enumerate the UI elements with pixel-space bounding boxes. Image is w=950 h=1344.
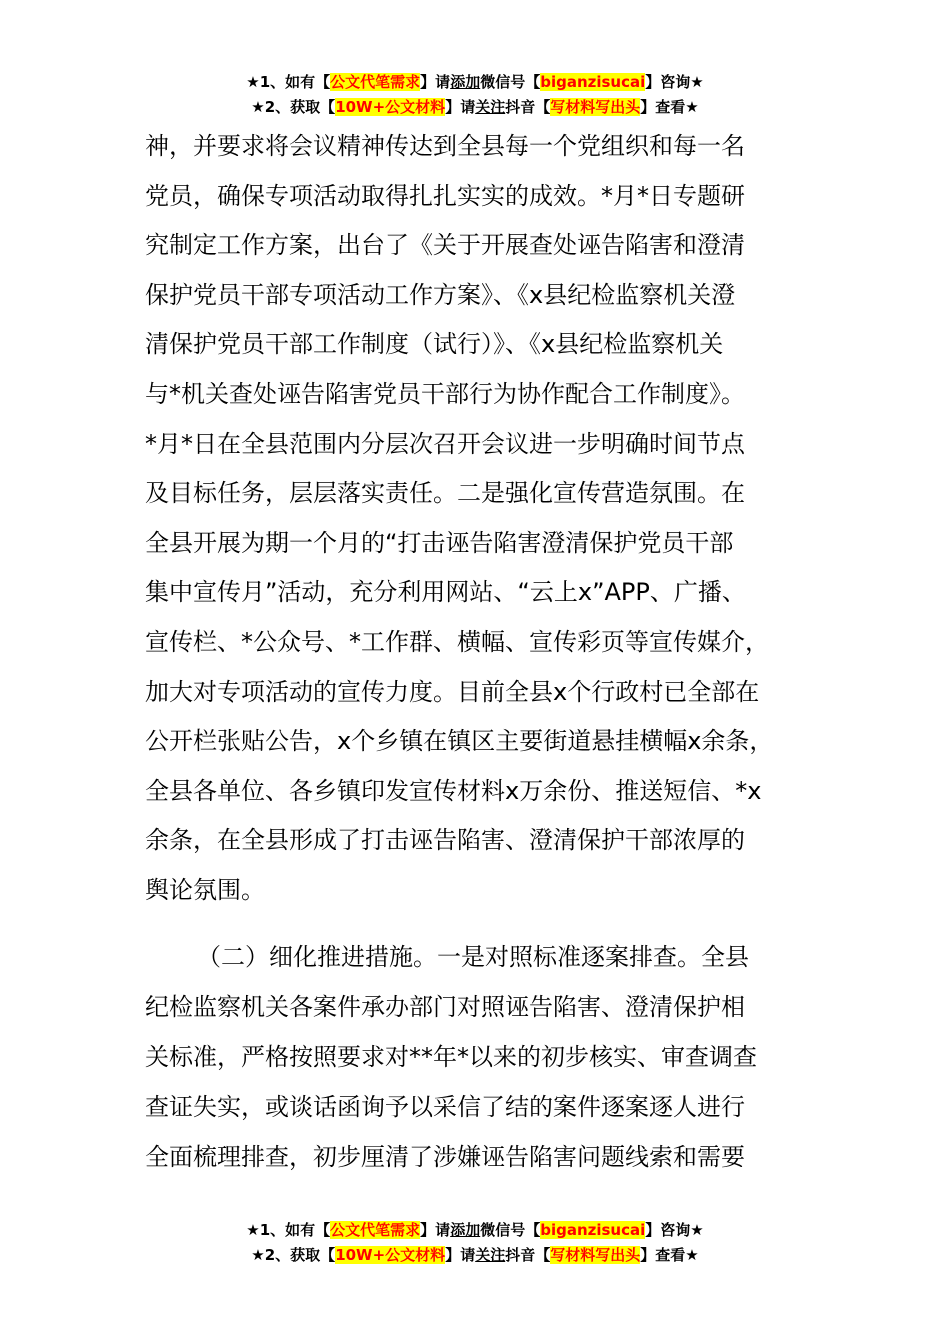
text-line: 神，并要求将会议精神传达到全县每一个党组织和每一名 [145, 132, 745, 160]
banner-underlined-text: 添加 [450, 1221, 481, 1239]
text-line: 关标准，严格按照要求对**年*以来的初步核实、审查调查 [145, 1043, 757, 1071]
text-line: 舆论氛围。 [145, 875, 265, 904]
banner-underlined-text: 添加 [450, 73, 481, 91]
text-line: 宣传栏、*公众号、*工作群、横幅、宣传彩页等宣传媒介， [145, 627, 769, 656]
text-line: 全县开展为期一个月的“打击诬告陷害澄清保护党员干部 [145, 528, 734, 557]
text-line: 究制定工作方案，出台了《关于开展查处诬告陷害和澄清 [145, 231, 745, 260]
text-line: 余条，在全县形成了打击诬告陷害、澄清保护干部浓厚的 [145, 826, 745, 855]
text-line: 及目标任务，层层落实责任。二是强化宣传营造氛围。在 [145, 479, 745, 508]
banner-text: 微信号【 [480, 1221, 541, 1239]
text-line: 全面梳理排查，初步厘清了涉嫌诬告陷害问题线索和需要 [145, 1143, 745, 1171]
banner-text: 】请 [445, 98, 476, 116]
banner-highlight: 10W+公文材料 [335, 98, 446, 116]
text-line: 公开栏张贴公告，x个乡镇在镇区主要街道悬挂横幅x余条， [145, 727, 774, 756]
banner-text: 抖音【 [505, 1246, 551, 1264]
text-line: 党员，确保专项活动取得扎扎实实的成效。*月*日专题研 [145, 181, 745, 210]
header-banner [0, 70, 950, 120]
banner-text: 】咨询★ [645, 73, 704, 91]
banner-highlight-wechat-id: biganzisucai [540, 73, 646, 91]
banner-text: 微信号【 [480, 73, 541, 91]
text-line: 纪检监察机关各案件承办部门对照诬告陷害、澄清保护相 [145, 993, 745, 1021]
text-line: 全县各单位、各乡镇印发宣传材料x万余份、推送短信、*x [145, 776, 762, 805]
banner-highlight-douyin-id: 写材料写出头 [550, 98, 641, 116]
text-line: *月*日在全县范围内分层次召开会议进一步明确时间节点 [145, 429, 745, 458]
banner-highlight: 公文代笔需求 [330, 73, 421, 91]
banner-text: 】咨询★ [645, 1221, 704, 1239]
body-paragraph-2 [145, 937, 815, 1187]
banner-highlight: 公文代笔需求 [330, 1221, 421, 1239]
banner-highlight-douyin-id: 写材料写出头 [550, 1246, 641, 1264]
text-line: 保护党员干部专项活动工作方案》、《x县纪检监察机关澄 [145, 280, 736, 309]
text-line: 清保护党员干部工作制度（试行）》、《x县纪检监察机关 [145, 330, 724, 359]
footer-banner [0, 1218, 950, 1268]
header-banner-line-1 [0, 70, 950, 95]
banner-text: ★2、获取【 [251, 98, 336, 116]
banner-underlined-text: 关注 [475, 1246, 506, 1264]
footer-banner-line-2 [0, 1243, 950, 1268]
footer-banner-line-1 [0, 1218, 950, 1243]
body-paragraph-1 [145, 126, 815, 920]
banner-text: 】请 [445, 1246, 476, 1264]
text-line: 查证失实，或谈话函询予以采信了结的案件逐案逐人进行 [145, 1093, 745, 1121]
banner-text: 】请 [420, 73, 451, 91]
banner-text: 】查看★ [640, 98, 699, 116]
header-banner-line-2 [0, 95, 950, 120]
text-line: 与*机关查处诬告陷害党员干部行为协作配合工作制度》。 [145, 379, 745, 408]
banner-underlined-text: 关注 [475, 98, 506, 116]
banner-highlight: 10W+公文材料 [335, 1246, 446, 1264]
banner-text: 抖音【 [505, 98, 551, 116]
banner-text: 】查看★ [640, 1246, 699, 1264]
text-line: 加大对专项活动的宣传力度。目前全县x个行政村已全部在 [145, 677, 760, 706]
text-line: 集中宣传月”活动，充分利用网站、“云上x”APP、广播、 [145, 578, 746, 607]
section-heading-line: （二）细化推进措施。一是对照标准逐案排查。全县 [197, 943, 749, 971]
banner-text: ★1、如有【 [246, 73, 331, 91]
banner-highlight-wechat-id: biganzisucai [540, 1221, 646, 1239]
banner-text: ★2、获取【 [251, 1246, 336, 1264]
banner-text: 】请 [420, 1221, 451, 1239]
banner-text: ★1、如有【 [246, 1221, 331, 1239]
